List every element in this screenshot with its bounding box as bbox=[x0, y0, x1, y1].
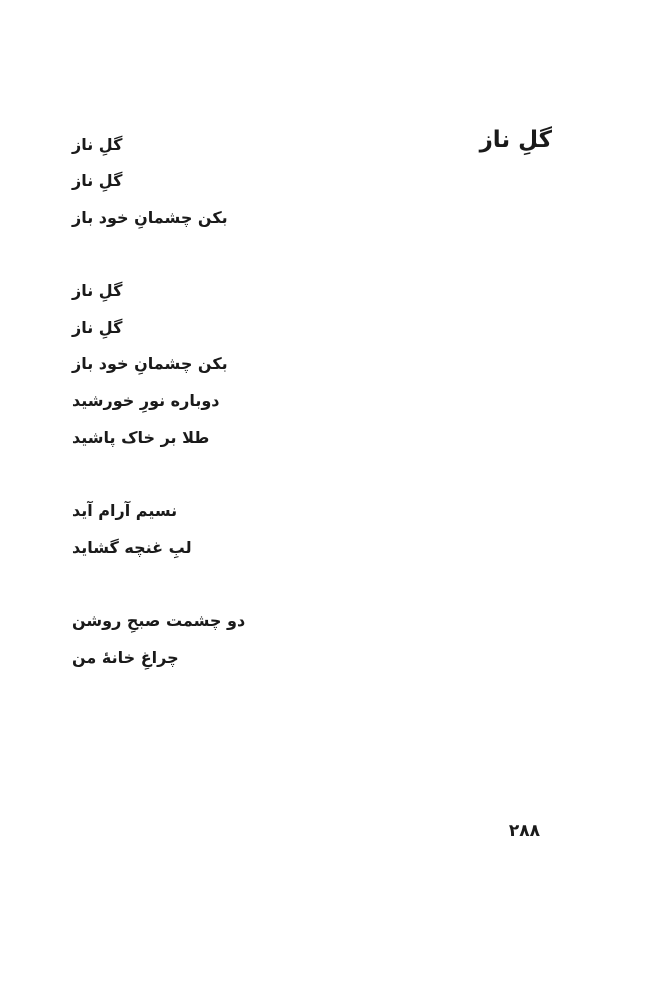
poem-line: طلا بر خاک پاشید bbox=[72, 428, 210, 447]
poem-line: نسیم آرام آید bbox=[72, 501, 178, 520]
poem-line: دوباره نورِ خورشید bbox=[72, 391, 220, 410]
poem-line: بکن چشمانِ خود باز bbox=[72, 208, 228, 227]
poem-line: دو چشمت صبحِ روشن bbox=[72, 611, 246, 630]
poem-line: گلِ ناز bbox=[72, 281, 123, 300]
poem-line: گلِ ناز bbox=[72, 135, 123, 154]
poem-body bbox=[72, 0, 332, 1000]
poem-line: بکن چشمانِ خود باز bbox=[72, 354, 228, 373]
poem-line: گلِ ناز bbox=[72, 171, 123, 190]
poem-title: گلِ ناز bbox=[479, 127, 552, 153]
poem-line: گلِ ناز bbox=[72, 318, 123, 337]
poem-line: چراغِ خانهٔ من bbox=[72, 648, 179, 667]
page-number: ۲۸۸ bbox=[508, 821, 540, 841]
poem-line: لبِ غنچه گشاید bbox=[72, 538, 192, 557]
